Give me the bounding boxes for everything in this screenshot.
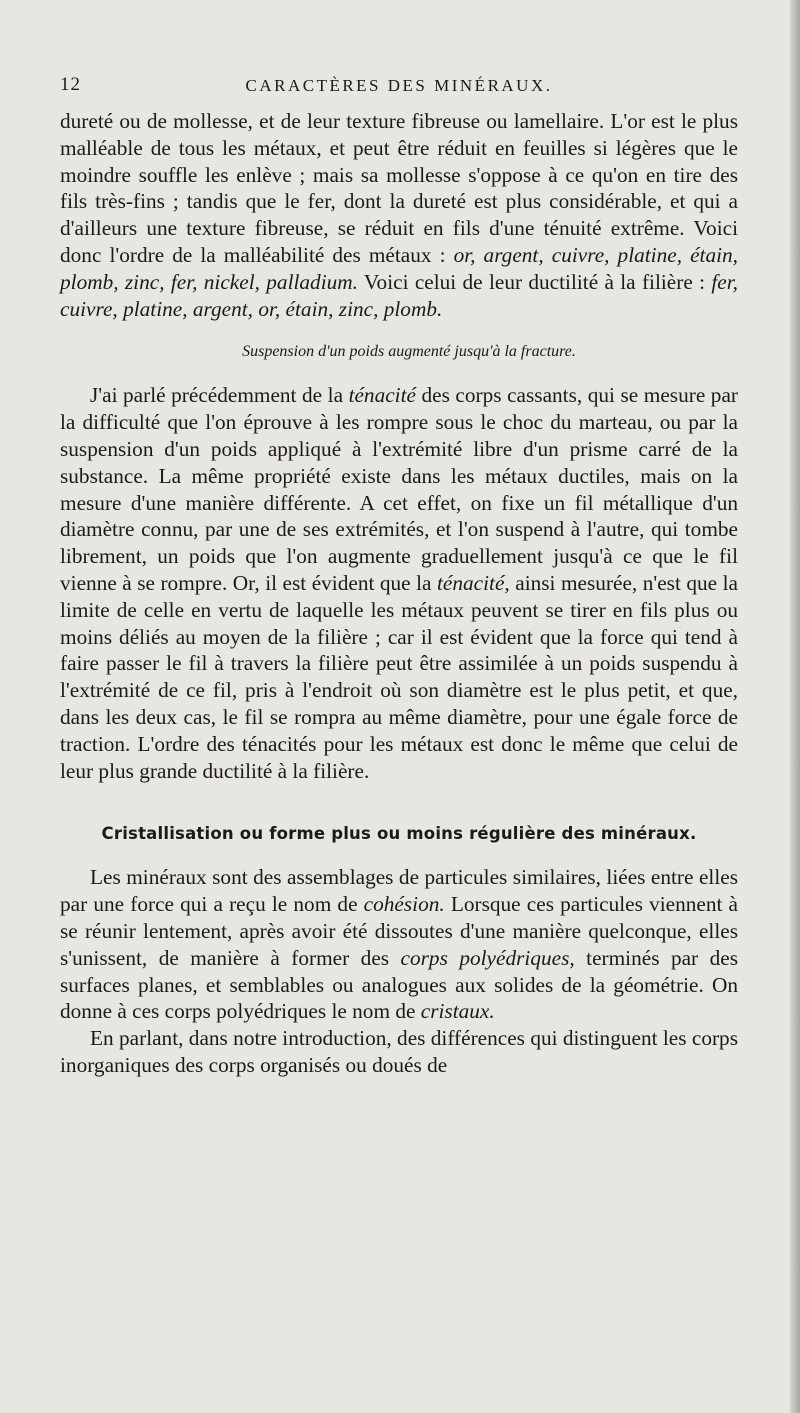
italic-term: ténacité: [348, 383, 416, 408]
paragraph-text: Voici celui de leur ductilité à la filière :: [357, 269, 712, 294]
italic-metal-list: or, argent, cuivre, platine, étain, plomb, zinc, fer, nickel, palladium.: [60, 242, 738, 294]
italic-term: corps polyédriques,: [400, 945, 575, 970]
paragraph-text: terminés par des surfaces planes, et semblables ou analogues aux solides de la géométrie. On donne à ces corps polyédriques le nom de: [60, 945, 739, 1024]
body-text: [60, 108, 738, 1079]
paragraph-malleability: [60, 108, 738, 322]
figure-caption: Suspension d'un poids augmenté jusqu'à la fracture.: [242, 343, 576, 361]
paragraph-text: Les minéraux sont des assemblages de particules similaires, liées entre elles par une force qui a reçu le nom de: [60, 865, 738, 917]
paragraph-text: En parlant, dans notre introduction, des différences qui distinguent les corps inorganiques des corps organisés ou doués de: [60, 1026, 738, 1077]
section-heading: Cristallisation ou forme plus ou moins régulière des minéraux.: [101, 824, 697, 844]
paragraph-text: Lorsque ces particules viennent à se réunir lentement, après avoir été dissoutes d'une manière quelconque, elles s'unissent, de manière à former des: [60, 892, 738, 970]
page-header: [60, 74, 738, 104]
running-head: CARACTÈRES DES MINÉRAUX.: [245, 76, 553, 95]
italic-metal-list: fer, cuivre, platine, argent, or, étain, zinc, plomb.: [60, 269, 738, 321]
page-number: 12: [60, 74, 81, 95]
paragraph-introduction: [60, 1025, 738, 1079]
paragraph-tenacity: [60, 382, 738, 784]
page-edge-shadow: [790, 0, 800, 1413]
paragraph-text: des corps cassants, qui se mesure par la difficulté que l'on éprouve à les rompre sous le choc du marteau, ou par la suspension d'un poids appliqué à l'extrémité libre d'un prisme carré de la substance. La même propriété existe dans les métaux ductiles, mais on la mesure d'une manière différente. A cet effet, on fixe un fil métallique d'un diamètre connu, par une de ses extrémités, et l'on suspend à l'autre, qui tombe librement, un poids que l'on augmente graduellement jusqu'à ce que le fil vienne à se rompre. Or, il est évident que la: [60, 383, 738, 595]
paragraph-text: J'ai parlé précédemment de la: [90, 383, 349, 408]
italic-term: cohésion.: [363, 892, 445, 917]
italic-term: ténacité,: [437, 570, 510, 595]
paragraph-text: ainsi mesurée, n'est que la limite de celle en vertu de laquelle les métaux peuvent se tirer en fils plus ou moins déliés au moyen de la filière ; car il est évident que la force qui tend à faire passer le fil à travers la filière peut être assimilée à un poids suspendu à l'extrémité de ce fil, pris à l'endroit où son diamètre est le plus petit, et que, dans les deux cas, le fil se rompra au même diamètre, pour une égale force de traction. L'ordre des ténacités pour les métaux est donc le même que celui de leur plus grande ductilité à la filière.: [60, 570, 739, 783]
italic-term: cristaux.: [420, 999, 495, 1024]
paragraph-text: dureté ou de mollesse, et de leur texture fibreuse ou lamellaire. L'or est le plus malléable de tous les métaux, et peut être réduit en feuilles si légères que le moindre souffle les enlève ; mais sa mollesse s'oppose à ce qu'on en tire des fils très-fins ; tandis que le fer, dont la dureté est plus considérable, et qui a d'ailleurs une texture fibreuse, se réduit en fils d'une ténuité extrême. Voici donc l'ordre de la malléabilité des métaux :: [60, 109, 738, 267]
paragraph-cohesion: [60, 864, 738, 1025]
